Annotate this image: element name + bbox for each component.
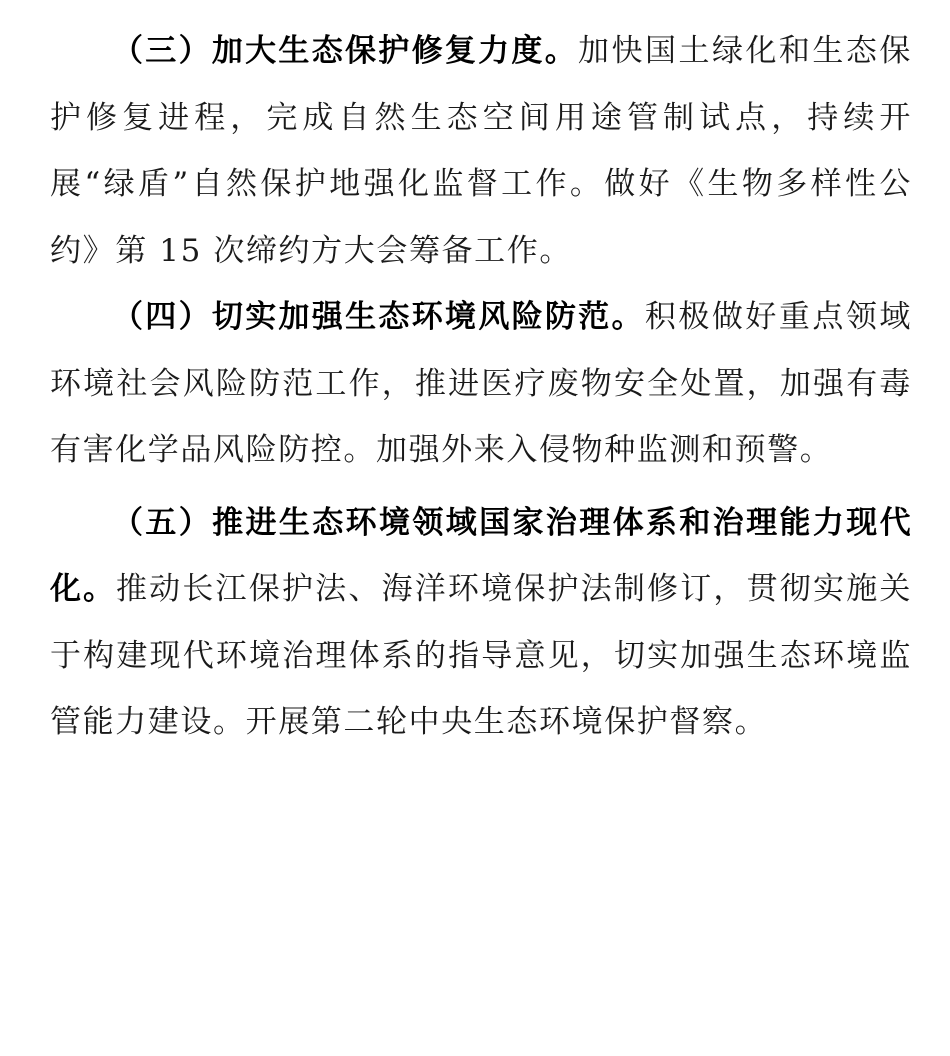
paragraph-heading: （三）加大生态保护修复力度。 [112, 33, 579, 69]
paragraph-text: 积极做好重点领域环境社会风险防范工作，推进医疗废物安全处置，加强有毒有害化学品风险防控。加强外来入侵物种监测和预警。 [50, 299, 912, 468]
paragraph-heading: （五）推进生态环境领域国家治理体系和治理能力现代化。 [50, 504, 912, 607]
paragraph-governance-modernization [50, 490, 912, 756]
paragraph-ecological-restoration [50, 18, 912, 284]
paragraph-heading: （四）切实加强生态环境风险防范。 [112, 299, 645, 335]
paragraph-text: 加快国土绿化和生态保护修复进程，完成自然生态空间用途管制试点，持续开展“绿盾”自然保护地强化监督工作。做好《生物多样性公约》第 15 次缔约方大会筹备工作。 [50, 33, 912, 269]
paragraph-text: 推动长江保护法、海洋环境保护法制修订，贯彻实施关于构建现代环境治理体系的指导意见，切实加强生态环境监管能力建设。开展第二轮中央生态环境保护督察。 [50, 571, 912, 740]
paragraph-environmental-risk [50, 284, 912, 484]
document-body [50, 18, 912, 756]
